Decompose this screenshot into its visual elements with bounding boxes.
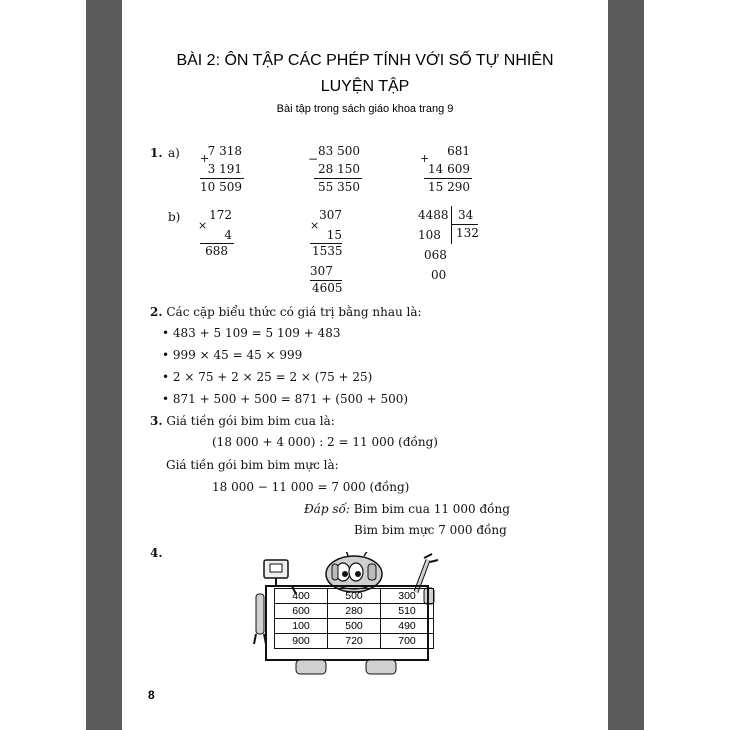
- partial-product-1: 1535: [312, 244, 343, 258]
- sum-line: [424, 178, 472, 179]
- list-item-text: 871 + 500 + 500 = 871 + (500 + 500): [172, 392, 409, 406]
- operator-sign: +: [420, 152, 430, 165]
- exercise-3-line1: Giá tiền gói bim bim cua là:: [166, 414, 335, 428]
- quotient-line: [452, 224, 478, 225]
- list-item-text: 2 × 75 + 2 × 25 = 2 × (75 + 25): [172, 370, 373, 384]
- divisor: 34: [458, 208, 474, 222]
- bullet-icon: •: [162, 326, 173, 340]
- result: 4605: [312, 281, 343, 295]
- operand-top: 172: [209, 208, 232, 222]
- table-cell: 900: [275, 634, 328, 649]
- calculation-2: 18 000 − 11 000 = 7 000 (đồng): [212, 480, 410, 494]
- lesson-title: BÀI 2: ÔN TẬP CÁC PHÉP TÍNH VỚI SỐ TỰ NHIÊN: [176, 52, 554, 69]
- answer-text-1: Bim bim cua 11 000 đồng: [353, 502, 510, 516]
- table-cell: 510: [381, 604, 434, 619]
- bullet-icon: •: [162, 348, 173, 362]
- exercise-4-label: 4.: [150, 546, 163, 560]
- operand-top: 681: [447, 144, 470, 158]
- bullet-icon: •: [162, 392, 173, 406]
- operand-top: 83 500: [318, 144, 360, 158]
- book-page: [122, 0, 608, 730]
- list-item-text: 999 × 45 = 45 × 999: [172, 348, 303, 362]
- dividend: 4488: [418, 208, 449, 222]
- exercise-1-label: 1.: [150, 146, 163, 160]
- list-item-text: 483 + 5 109 = 5 109 + 483: [172, 326, 341, 340]
- result: 10 509: [200, 180, 242, 194]
- bullet-icon: •: [162, 370, 173, 384]
- operand-top: 307: [319, 208, 342, 222]
- operand-bottom: 4: [224, 228, 232, 242]
- table-cell: 500: [328, 589, 381, 604]
- result: 688: [205, 244, 228, 258]
- exercise-3-heading: [150, 414, 335, 428]
- operand-bottom: 15: [326, 228, 342, 242]
- table-cell: 300: [381, 589, 434, 604]
- table-cell: 280: [328, 604, 381, 619]
- number-grid-table: [274, 588, 434, 649]
- list-item: [162, 326, 340, 340]
- lesson-subtitle: LUYỆN TẬP: [320, 78, 410, 95]
- operator-sign: ×: [310, 219, 320, 232]
- operator-sign: +: [200, 152, 210, 165]
- operator-sign: ×: [198, 219, 208, 232]
- answer-text-2: Bim bim mực 7 000 đồng: [354, 523, 507, 537]
- remainder-step-3: 00: [431, 268, 447, 282]
- difference-line: [314, 178, 362, 179]
- operand-top: 7 318: [207, 144, 242, 158]
- remainder-step-1: 108: [418, 228, 441, 242]
- table-cell: 490: [381, 619, 434, 634]
- table-cell: 720: [328, 634, 381, 649]
- answer-line-1: [304, 502, 510, 516]
- table-cell: 600: [275, 604, 328, 619]
- operand-bottom: 3 191: [207, 162, 242, 176]
- table-cell: 500: [328, 619, 381, 634]
- partial-product-2: 307: [310, 264, 333, 278]
- result: 55 350: [318, 180, 360, 194]
- page-margin-left: [86, 0, 122, 730]
- list-item: [162, 370, 372, 384]
- exercise-2-heading: [150, 305, 422, 319]
- sum-line: [200, 178, 244, 179]
- table-row: [275, 634, 434, 649]
- quotient: 132: [456, 226, 479, 240]
- result: 15 290: [428, 180, 470, 194]
- exercise-3-line2: Giá tiền gói bim bim mực là:: [166, 458, 339, 472]
- table-row: [275, 619, 434, 634]
- exercise-2-label: 2.: [150, 305, 163, 319]
- division-bar: [451, 206, 452, 244]
- source-note: Bài tập trong sách giáo khoa trang 9: [276, 103, 454, 115]
- exercise-1-part-b: b): [168, 210, 181, 224]
- operator-sign: −: [308, 152, 319, 166]
- operand-bottom: 14 609: [428, 162, 470, 176]
- remainder-step-2: 068: [424, 248, 447, 262]
- table-row: [275, 604, 434, 619]
- page-number: 8: [148, 688, 155, 702]
- exercise-1-part-a: a): [168, 146, 180, 160]
- table-cell: 100: [275, 619, 328, 634]
- exercise-3-label: 3.: [150, 414, 163, 428]
- page-margin-right: [608, 0, 644, 730]
- calculation-1: (18 000 + 4 000) : 2 = 11 000 (đồng): [212, 435, 438, 449]
- operand-bottom: 28 150: [318, 162, 360, 176]
- list-item: [162, 348, 302, 362]
- table-cell: 700: [381, 634, 434, 649]
- exercise-2-intro: Các cặp biểu thức có giá trị bằng nhau là:: [166, 305, 422, 319]
- table-row: [275, 589, 434, 604]
- table-cell: 400: [275, 589, 328, 604]
- list-item: [162, 392, 408, 406]
- answer-label: Đáp số:: [304, 502, 350, 516]
